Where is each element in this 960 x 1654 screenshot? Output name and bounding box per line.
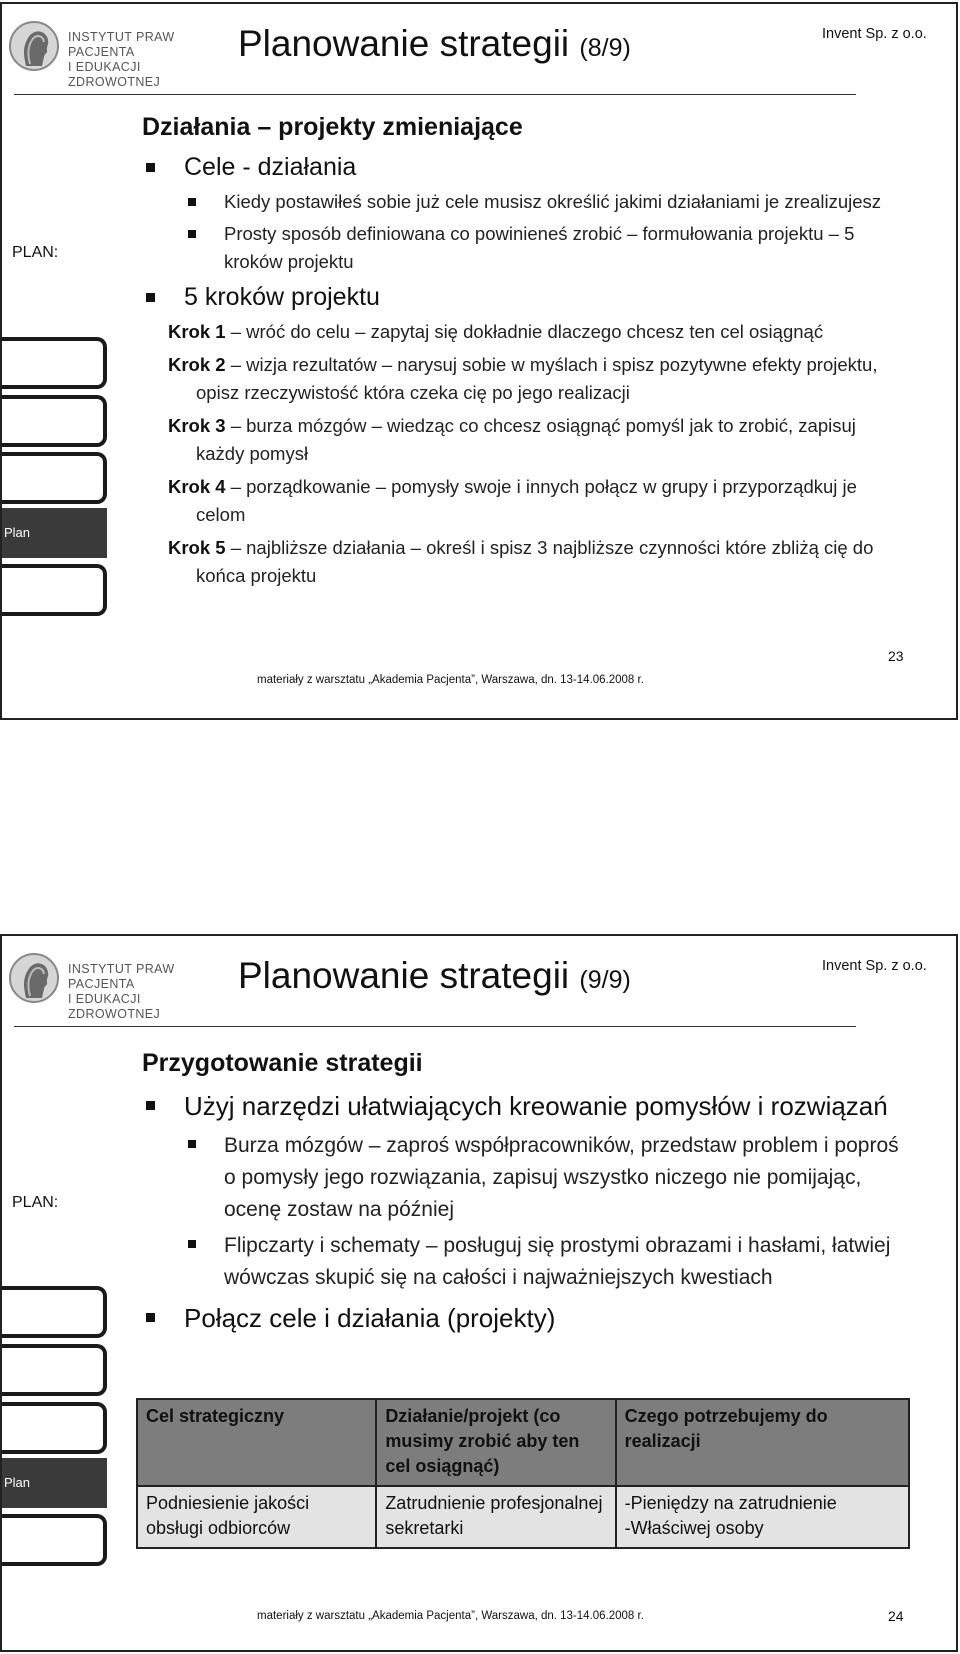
side-frame [2, 1286, 107, 1338]
step-label: Krok 5 [168, 537, 226, 558]
sub-bullet: Burza mózgów – zaproś współpracowników, przedstaw problem i poproś o pomysły jego rozwiązania, zapisuj wszystko niczego nie pomijając, ocenę zostaw na później [142, 1130, 904, 1226]
side-frame [2, 337, 107, 389]
slide-title-counter: (9/9) [579, 966, 631, 994]
page-number: 24 [888, 1608, 904, 1624]
table-cell-line: -Właściwej osoby [624, 1518, 764, 1538]
table-cell-line: -Pieniędzy na zatrudnienie [624, 1493, 837, 1513]
institute-logo [8, 18, 218, 89]
table-row [137, 1486, 909, 1548]
footer-note: materiały z warsztatu „Akademia Pacjenta”, Warszawa, dn. 13-14.06.2008 r. [257, 674, 644, 686]
sub-bullet: Prosty sposób definiowana co powinieneś zrobić – formułowania projektu – 5 kroków projektu [142, 220, 904, 276]
header-divider [14, 94, 856, 95]
table-cell: Zatrudnienie profesjonalnej sekretarki [376, 1486, 615, 1548]
step-text: – wizja rezultatów – narysuj sobie w myślach i spisz pozytywne efekty projektu, opisz rzeczywistość która czeka cię po jego realizacji [196, 354, 878, 403]
page-number: 23 [888, 648, 904, 664]
step-label: Krok 2 [168, 354, 226, 375]
header-divider [14, 1026, 856, 1027]
bullet: 5 kroków projektu [142, 280, 904, 314]
step-text: – burza mózgów – wiedząc co chcesz osiągnąć pomyśl jak to zrobić, zapisuj każdy pomysł [196, 415, 856, 464]
plan-label: PLAN: [12, 244, 59, 261]
step-label: Krok 1 [168, 321, 226, 342]
step-item [142, 534, 904, 590]
slide-23 [0, 2, 958, 720]
section-heading: Przygotowanie strategii [142, 1049, 423, 1077]
step-text: – wróć do celu – zapytaj się dokładnie dlaczego chcesz ten cel osiągnąć [225, 321, 824, 342]
plan-tab: Plan [2, 508, 107, 558]
bullet: Użyj narzędzi ułatwiających kreowanie pomysłów i rozwiązań [142, 1088, 904, 1124]
company-name: Invent Sp. z o.o. [822, 26, 927, 42]
slide-title-counter: (8/9) [579, 34, 631, 62]
step-item [142, 473, 904, 529]
side-frame [2, 395, 107, 447]
side-frame [2, 1514, 107, 1566]
table-header-cell: Czego potrzebujemy do realizacji [616, 1399, 909, 1486]
sub-bullet: Flipczarty i schematy – posługuj się prostymi obrazami i hasłami, łatwiej wówczas skupić się na całości i najważniejszych kwestiach [142, 1230, 904, 1294]
slide-24 [0, 934, 958, 1652]
profile-head-icon [8, 18, 60, 74]
table-cell [616, 1486, 909, 1548]
plan-label: PLAN: [12, 1194, 59, 1211]
institute-name-line1: INSTYTUT PRAW PACJENTA [68, 962, 175, 991]
sub-bullet: Kiedy postawiłeś sobie już cele musisz określić jakimi działaniami je zrealizujesz [142, 188, 904, 216]
institute-name-line2: I EDUKACJI ZDROWOTNEJ [68, 992, 161, 1021]
profile-head-icon [8, 950, 60, 1006]
strategy-table [136, 1398, 910, 1549]
slide-title [238, 22, 631, 70]
step-label: Krok 4 [168, 476, 226, 497]
step-text: – porządkowanie – pomysły swoje i innych połącz w grupy i przyporządkuj je celom [196, 476, 857, 525]
side-frame [2, 1402, 107, 1454]
slide-title-main: Planowanie strategii [238, 955, 570, 996]
institute-name [68, 962, 218, 1022]
institute-logo [8, 950, 218, 1021]
footer-note: materiały z warsztatu „Akademia Pacjenta”, Warszawa, dn. 13-14.06.2008 r. [257, 1610, 644, 1622]
institute-name [68, 30, 218, 90]
plan-tab: Plan [2, 1458, 107, 1508]
side-frame [2, 452, 107, 504]
bullet: Cele - działania [142, 150, 904, 184]
side-frame [2, 564, 107, 616]
table-cell: Podniesienie jakości obsługi odbiorców [137, 1486, 376, 1548]
institute-name-line1: INSTYTUT PRAW PACJENTA [68, 30, 175, 59]
company-name: Invent Sp. z o.o. [822, 958, 927, 974]
slide-title-main: Planowanie strategii [238, 23, 570, 64]
step-label: Krok 3 [168, 415, 226, 436]
step-item [142, 351, 904, 407]
bullet: Połącz cele i działania (projekty) [142, 1300, 904, 1336]
slide-body [142, 1048, 904, 1336]
table-header-cell: Działanie/projekt (co musimy zrobić aby ten cel osiągnąć) [376, 1399, 615, 1486]
section-heading: Działania – projekty zmieniające [142, 113, 523, 141]
table-header-row [137, 1399, 909, 1486]
institute-name-line2: I EDUKACJI ZDROWOTNEJ [68, 60, 161, 89]
step-item [142, 412, 904, 468]
slide-title [238, 954, 631, 1002]
slide-body [142, 112, 904, 590]
step-text: – najbliższe działania – określ i spisz 3 najbliższe czynności które zbliżą cię do końca projektu [196, 537, 874, 586]
step-item [142, 318, 904, 346]
table-header-cell: Cel strategiczny [137, 1399, 376, 1486]
side-frame [2, 1344, 107, 1396]
